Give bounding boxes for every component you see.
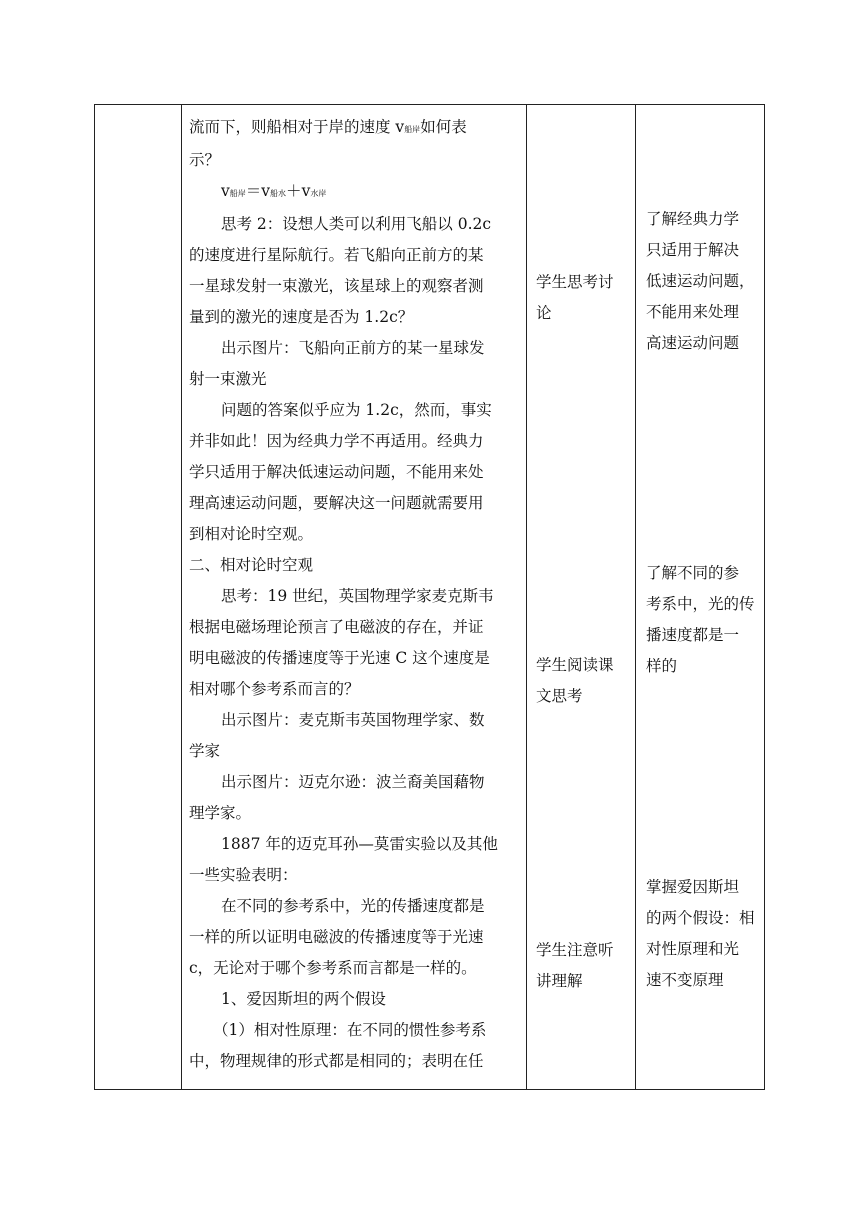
- intent-line: 速不变原理: [646, 971, 724, 989]
- paragraph: 量到的激光的速度是否为 1.2c？: [189, 308, 414, 326]
- paragraph: 中，物理规律的形式都是相同的；表明在任: [189, 1052, 484, 1070]
- subsection-heading: 1、爱因斯坦的两个假设: [221, 990, 386, 1008]
- paragraph: 相对哪个参考系而言的？: [189, 680, 360, 698]
- paragraph: 出示图片：迈克尔逊：波兰裔美国藉物: [221, 773, 485, 791]
- activity-block: [536, 935, 614, 997]
- paragraph: 一样的所以证明电磁波的传播速度等于光速: [189, 928, 484, 946]
- lesson-table: [94, 104, 765, 1090]
- paragraph: 到相对论时空观。: [189, 525, 314, 543]
- column-divider: [181, 105, 182, 1089]
- activity-line: 学生思考讨: [536, 273, 614, 291]
- activity-line: 文思考: [536, 687, 583, 705]
- paragraph: 一星球发射一束激光，该星球上的观察者测: [189, 277, 484, 295]
- column-divider: [635, 105, 636, 1089]
- paragraph: 的速度进行星际航行。若飞船向正前方的某: [189, 246, 484, 264]
- paragraph: （1）相对性原理：在不同的惯性参考系: [213, 1021, 487, 1039]
- intent-line: 掌握爱因斯坦: [646, 878, 740, 896]
- paragraph: 射一束激光: [189, 370, 267, 388]
- paragraph: 流而下，则船相对于岸的速度 v船岸如何表: [189, 118, 467, 136]
- paragraph: 明电磁波的传播速度等于光速 C 这个速度是: [189, 649, 490, 667]
- paragraph: 示？: [189, 151, 221, 169]
- intent-block: [646, 872, 755, 996]
- paragraph: c，无论对于哪个参考系而言都是一样的。: [189, 959, 477, 977]
- intent-block: [646, 558, 755, 682]
- intent-line: 了解经典力学: [646, 210, 740, 228]
- activity-block: [536, 267, 614, 329]
- paragraph: 并非如此！因为经典力学不再适用。经典力: [189, 432, 484, 450]
- paragraph: 理高速运动问题，要解决这一问题就需要用: [189, 494, 484, 512]
- section-heading: 二、相对论时空观: [189, 556, 314, 574]
- activity-line: 学生阅读课: [536, 656, 614, 674]
- paragraph: 问题的答案似乎应为 1.2c，然而，事实: [221, 401, 492, 419]
- intent-line: 播速度都是一: [646, 626, 740, 644]
- intent-line: 考系中，光的传: [646, 595, 755, 613]
- paragraph: 1887 年的迈克耳孙—莫雷实验以及其他: [221, 835, 498, 853]
- activity-block: [536, 650, 614, 712]
- paragraph: 思考 2：设想人类可以利用飞船以 0.2c: [221, 215, 492, 233]
- intent-line: 不能用来处理: [646, 303, 740, 321]
- intent-line: 只适用于解决: [646, 241, 740, 259]
- intent-line: 样的: [646, 657, 678, 675]
- intent-line: 高速运动问题: [646, 334, 740, 352]
- intent-line: 对性原理和光: [646, 940, 740, 958]
- paragraph: 在不同的参考系中，光的传播速度都是: [221, 897, 485, 915]
- intent-line: 低速运动问题，: [646, 272, 755, 290]
- paragraph: 理学家。: [189, 804, 252, 822]
- paragraph: 出示图片：飞船向正前方的某一星球发: [221, 339, 485, 357]
- paragraph: 学家: [189, 742, 221, 760]
- paragraph: 思考：19 世纪，英国物理学家麦克斯韦: [221, 587, 494, 605]
- paragraph: 出示图片：麦克斯韦英国物理学家、数: [221, 711, 485, 729]
- intent-line: 了解不同的参: [646, 564, 740, 582]
- formula: v船岸＝v船水＋v水岸: [221, 182, 327, 200]
- activity-line: 论: [536, 304, 552, 322]
- paragraph: 一些实验表明：: [189, 866, 298, 884]
- intent-block: [646, 204, 755, 359]
- activity-line: 讲理解: [536, 972, 583, 990]
- paragraph: 根据电磁场理论预言了电磁波的存在，并证: [189, 618, 484, 636]
- content-text: [189, 112, 529, 1077]
- intent-line: 的两个假设：相: [646, 909, 755, 927]
- activity-line: 学生注意听: [536, 941, 614, 959]
- paragraph: 学只适用于解决低速运动问题，不能用来处: [189, 463, 484, 481]
